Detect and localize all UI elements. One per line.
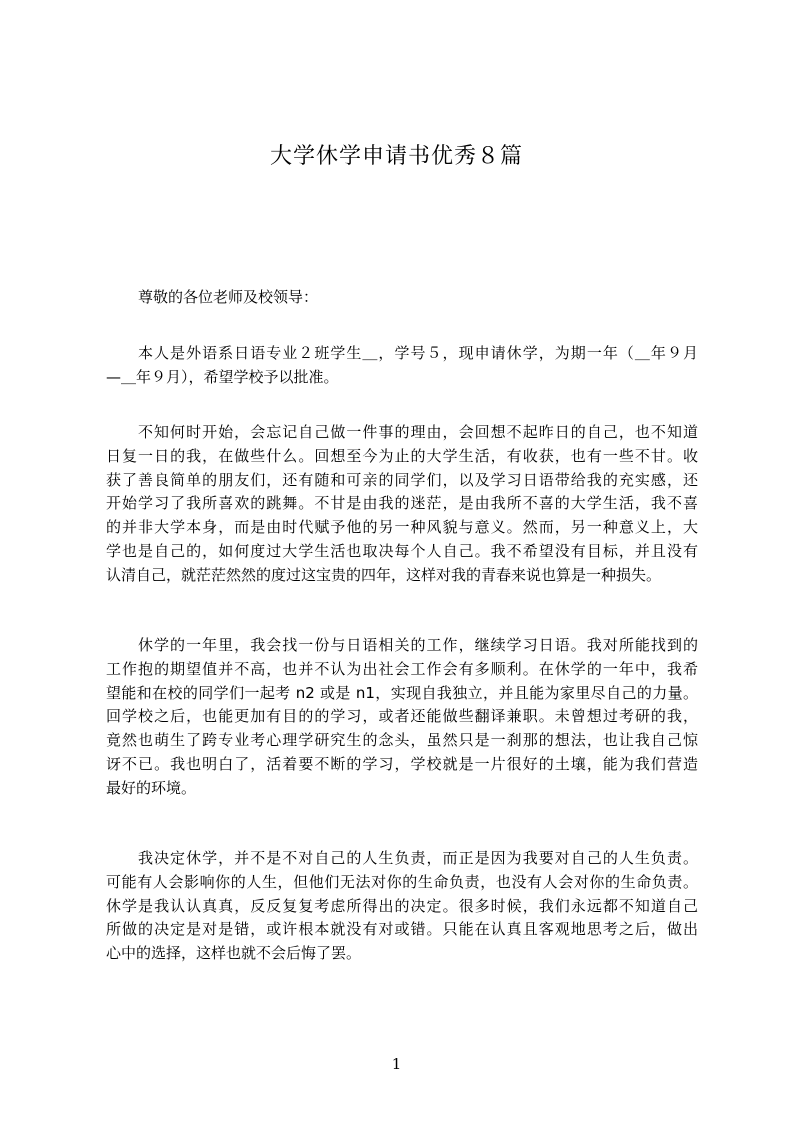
paragraph-line: 工作抱的期望值并不高，也并不认为出社会工作会有多顺利。在休学的一年中，我希	[106, 659, 698, 678]
paragraph-4	[106, 847, 698, 966]
paragraph-line: 认清自己，就茫茫然然的度过这宝贵的四年，这样对我的青春来说也算是一种损失。	[106, 565, 662, 584]
salutation-line: 尊敬的各位老师及校领导：	[138, 288, 319, 306]
paragraph-line: —＿年９月），希望学校予以批准。	[106, 367, 339, 386]
paragraph-line: 本人是外语系日语专业２班学生＿，学号５，现申请休学，为期一年（＿年９月	[138, 344, 698, 362]
paragraph-line: 可能有人会影响你的人生，但他们无法对你的生命负责，也没有人会对你的生命负责。	[106, 872, 698, 891]
paragraph-line: 休学是我认认真真，反反复复考虑所得出的决定。很多时候，我们永远都不知道自己	[106, 896, 698, 915]
paragraph-line: 我决定休学，并不是不对自己的人生负责，而正是因为我要对自己的人生负责。	[138, 849, 698, 867]
paragraph-line: 回学校之后，也能更加有目的的学习，或者还能做些翻译兼职。未曾想过考研的我，	[106, 707, 698, 726]
paragraph-line: 日复一日的我，在做些什么。回想至今为止的大学生活，有收获，也有一些不甘。收	[106, 446, 698, 465]
paragraph-2	[106, 421, 698, 588]
salutation	[106, 286, 698, 310]
paragraph-line: 休学的一年里，我会找一份与日语相关的工作，继续学习日语。我对所能找到的	[138, 636, 698, 654]
paragraph-line: 心中的选择，这样也就不会后悔了罢。	[106, 944, 362, 963]
paragraph-line: 获了善良简单的朋友们，还有随和可亲的同学们，以及学习日语带给我的充实感，还	[106, 470, 698, 489]
paragraph-line: 最好的环境。	[106, 778, 197, 797]
paragraph-line: 望能和在校的同学们一起考 n2 或是 n1，实现自我独立，并且能为家里尽自己的力量。	[106, 683, 698, 702]
paragraph-line: 不知何时开始，会忘记自己做一件事的理由，会回想不起昨日的自己，也不知道	[138, 423, 698, 441]
paragraph-1	[106, 342, 698, 390]
paragraph-3	[106, 634, 698, 801]
page-number: 1	[391, 1055, 402, 1073]
paragraph-line: 竟然也萌生了跨专业考心理学研究生的念头，虽然只是一刹那的想法，也让我自己惊	[106, 731, 698, 750]
paragraph-line: 的并非大学本身，而是由时代赋予他的另一种风貌与意义。然而，另一种意义上，大	[106, 518, 698, 537]
paragraph-line: 所做的决定是对是错，或许根本就没有对或错。只能在认真且客观地思考之后，做出	[106, 920, 698, 939]
paragraph-line: 学也是自己的，如何度过大学生活也取决每个人自己。我不希望没有目标，并且没有	[106, 541, 698, 560]
page-title: 大学休学申请书优秀８篇	[269, 144, 523, 169]
paragraph-line: 讶不已。我也明白了，活着要不断的学习，学校就是一片很好的土壤，能为我们营造	[106, 754, 698, 773]
paragraph-line: 开始学习了我所喜欢的跳舞。不甘是由我的迷茫，是由我所不喜的大学生活，我不喜	[106, 494, 698, 513]
